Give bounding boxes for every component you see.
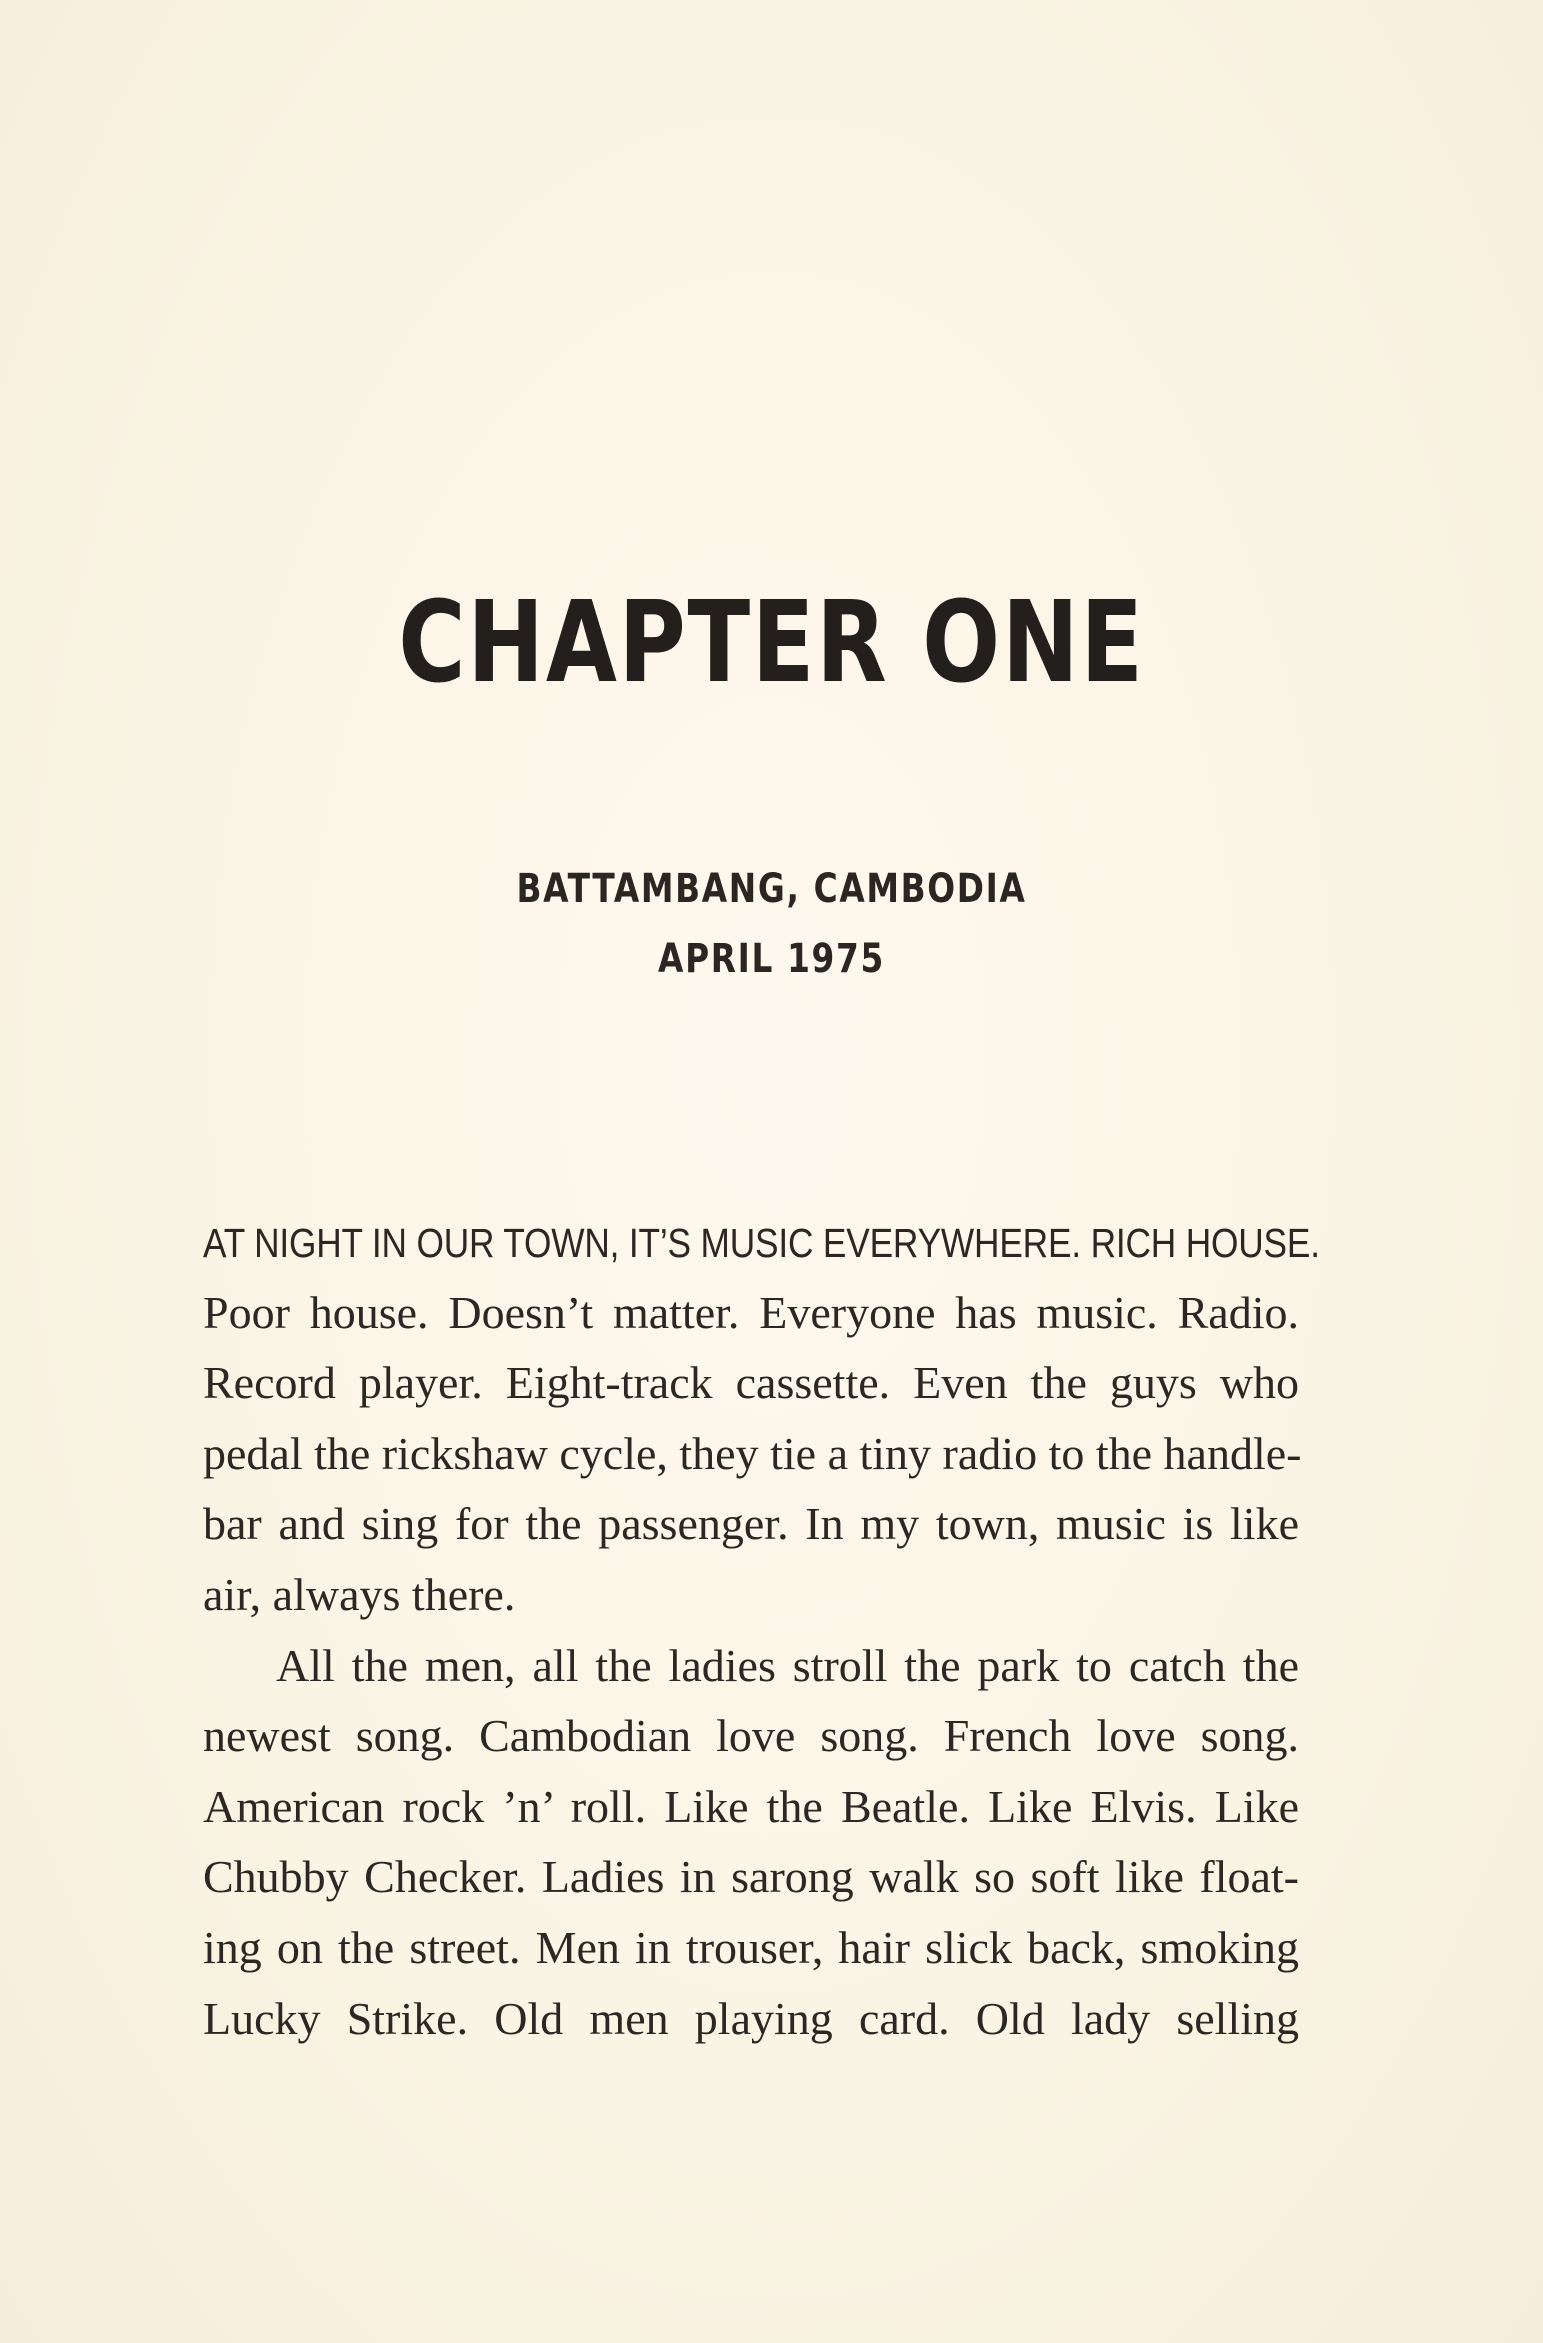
paragraph-1-line: pedal the rickshaw cycle, they tie a tiny radio to the handle- [203, 1427, 1302, 1479]
paragraph-1-lead-line [203, 1207, 1320, 1278]
paragraph-2-line: American rock ’n’ roll. Like the Beatle. Like Elvis. Like [203, 1780, 1299, 1832]
paragraph-1-line: bar and sing for the passenger. In my town, music is like [203, 1498, 1299, 1550]
body-text [203, 1207, 1320, 2054]
chapter-title: CHAPTER ONE [398, 578, 1145, 708]
chapter-date: APRIL 1975 [658, 936, 885, 982]
paragraph-1-line: Poor house. Doesn’t matter. Everyone has music. Radio. [203, 1286, 1299, 1338]
paragraph-1-line: air, always there. [203, 1568, 516, 1620]
paragraph-2-line: ing on the street. Men in trouser, hair slick back, smoking [203, 1921, 1299, 1973]
paragraph-1 [203, 1278, 1302, 1631]
lead-in-text: AT NIGHT IN OUR TOWN, IT’S MUSIC EVERYWHERE. RICH HOUSE. [203, 1220, 1320, 1266]
chapter-location: BATTAMBANG, CAMBODIA [516, 866, 1027, 912]
paragraph-1-line: Record player. Eight-track cassette. Even the guys who [203, 1357, 1299, 1409]
paragraph-2-line: Lucky Strike. Old men playing card. Old lady selling [203, 1992, 1299, 2044]
paragraph-2 [203, 1631, 1299, 2055]
paragraph-2-line: All the men, all the ladies stroll the park to catch the [276, 1639, 1299, 1691]
paragraph-2-line: Chubby Checker. Ladies in sarong walk so soft like float- [203, 1851, 1299, 1903]
paragraph-2-line: newest song. Cambodian love song. French love song. [203, 1710, 1299, 1762]
